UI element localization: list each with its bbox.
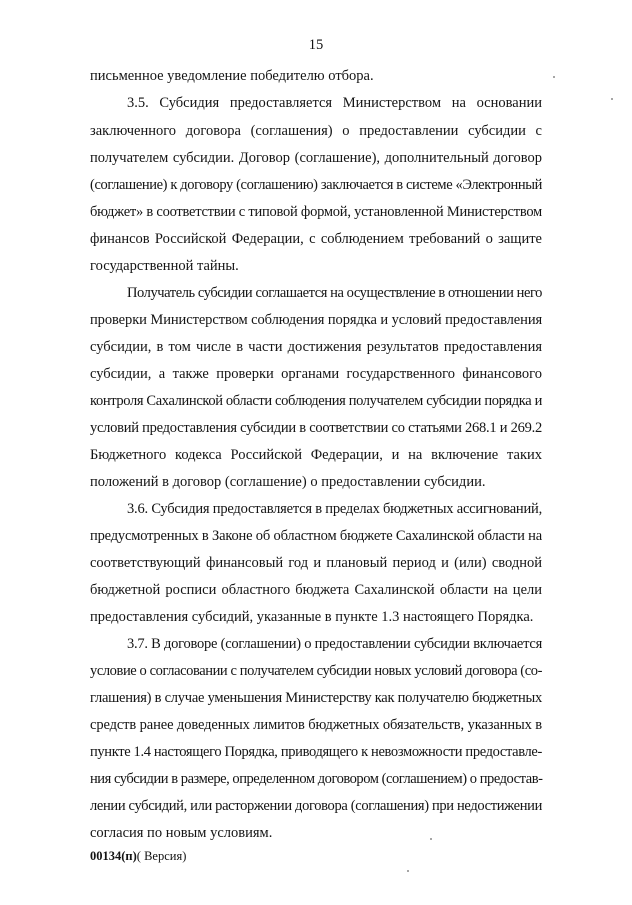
page-number: 15 [308,37,324,53]
footer-code: 00134(п) [90,849,137,863]
text-line: субсидии, в том числе в части достижения результатов предоставления [90,339,542,355]
scan-speck [407,870,409,872]
scan-speck [553,76,555,78]
text-line: предоставления субсидий, указанные в пункте 1.3 настоящего Порядка. [90,609,534,625]
text-line: 3.7. В договоре (соглашении) о предоставлении субсидии включается [127,636,542,652]
text-line: бюджетной росписи областного бюджета Сахалинской области на цели [90,582,542,598]
text-line: Бюджетного кодекса Российской Федерации, и на включение таких [90,447,542,463]
text-line: заключенного договора (соглашения) о предоставлении субсидии с [90,123,542,139]
text-line: 3.6. Субсидия предоставляется в пределах бюджетных ассигнований, [127,501,542,517]
scan-speck [430,838,432,840]
text-line: согласия по новым условиям. [90,825,273,841]
text-line: Получатель субсидии соглашается на осуществление в отношении него [127,285,542,301]
text-line: пункте 1.4 настоящего Порядка, приводящего к невозможности предоставле- [90,744,542,760]
text-line: письменное уведомление победителю отбора. [90,68,374,84]
text-line: условие о согласовании с получателем субсидии новых условий договора (со- [90,663,542,679]
text-line: ния субсидии в размере, определенном договором (соглашением) о предостав- [90,771,543,787]
text-line: государственной тайны. [90,258,239,274]
text-line: соответствующий финансовый год и плановый период и (или) сводной [90,555,542,571]
text-line: проверки Министерством соблюдения порядка и условий предоставления [90,312,543,328]
text-line: получателем субсидии. Договор (соглашение), дополнительный договор [90,150,542,166]
text-line: 3.5. Субсидия предоставляется Министерством на основании [127,95,542,111]
text-line: (соглашение) к договору (соглашению) заключается в системе «Электронный [90,177,542,193]
text-line: лении субсидий, или расторжении договора (соглашения) при недостижении [90,798,542,814]
text-line: предусмотренных в Законе об областном бюджете Сахалинской области на [90,528,542,544]
text-line: положений в договор (соглашение) о предоставлении субсидии. [90,474,486,490]
text-line: бюджет» в соответствии с типовой формой, установленной Министерством [90,204,542,220]
text-line: финансов Российской Федерации, с соблюдением требований о защите [90,231,542,247]
scan-speck [611,98,613,100]
footer-document-code [90,850,186,863]
text-line: условий предоставления субсидии в соответствии со статьями 268.1 и 269.2 [90,420,542,436]
text-line: средств ранее доведенных лимитов бюджетных обязательств, указанных в [90,717,542,733]
footer-version: ( Версия) [136,849,187,863]
text-line: контроля Сахалинской области соблюдения получателем субсидии порядка и [90,393,542,409]
text-line: субсидии, а также проверки органами государственного финансового [90,366,542,382]
text-line: глашения) в случае уменьшения Министерству как получателю бюджетных [90,690,542,706]
